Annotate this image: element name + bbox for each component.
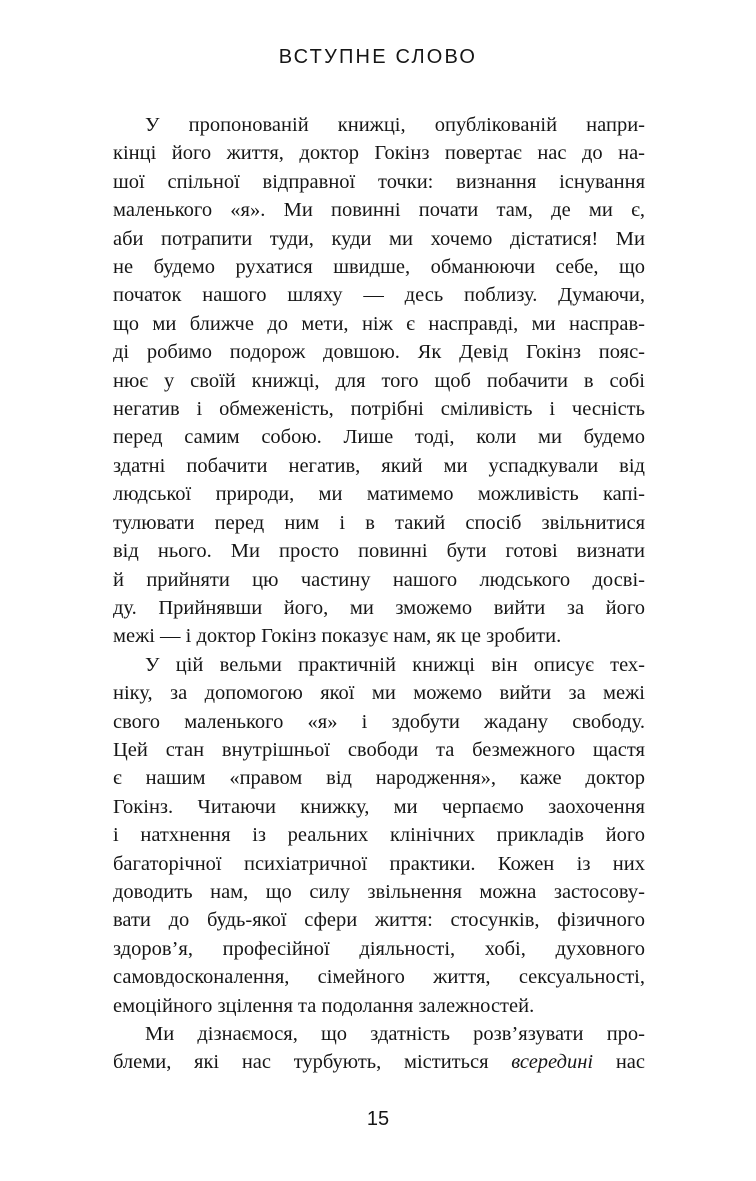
text-line: У цій вельми практичній книжці він описує тех- (145, 653, 645, 676)
italic-text: всередині (511, 1051, 594, 1074)
text-line: емоційного зцілення та подолання залежностей. (113, 994, 535, 1017)
text-line: що ми ближче до мети, ніж є насправді, ми насправ- (113, 312, 645, 335)
text-line: негатив і обмеженість, потрібні сміливість і чесність (113, 398, 645, 421)
page-number: 15 (366, 1108, 390, 1130)
text-line: Ми дізнаємося, що здатність розв’язувати про- (145, 1023, 645, 1045)
text-line: багаторічної психіатричної практики. Кожен із них (113, 852, 645, 875)
text-line: ді робимо подорож довшою. Як Девід Гокінз пояс- (113, 341, 645, 364)
text-line: Гокінз. Читаючи книжку, ми черпаємо заохочення (113, 795, 645, 818)
text-line: шої спільної відправної точки: визнання існування (113, 170, 645, 193)
body-text (113, 111, 645, 1077)
text-line: маленького «я». Ми повинні почати там, де ми є, (113, 199, 645, 222)
text-line: перед самим собою. Лише тоді, коли ми будемо (113, 426, 645, 449)
text-line: кінці його життя, доктор Гокінз повертає нас до на- (113, 142, 645, 165)
text-line: доводить нам, що силу звільнення можна застосову- (113, 880, 645, 903)
text-line: ніку, за допомогою якої ми можемо вийти за межі (113, 682, 645, 705)
paragraph (113, 651, 645, 1020)
text-line: У пропонованій книжці, опублікованій напри- (145, 114, 645, 136)
text-line: тулювати перед ним і в такий спосіб звільнитися (113, 511, 645, 534)
text-line: самовдосконалення, сімейного життя, сексуальності, (113, 966, 645, 989)
text-line: вати до будь-якої сфери життя: стосунків, фізичного (113, 909, 645, 932)
text-line: не будемо рухатися швидше, обманюючи себе, що (113, 256, 645, 279)
text-line: здоров’я, професійної діяльності, хобі, духовного (113, 937, 645, 960)
text-line: людської природи, ми матимемо можливість капі- (113, 483, 645, 506)
text-line: й прийняти цю частину нашого людського досві- (113, 568, 645, 591)
text-line: аби потрапити туди, куди ми хочемо дістатися! Ми (113, 227, 645, 250)
text-line: початок нашого шляху — десь поблизу. Думаючи, (113, 284, 645, 307)
text-line: свого маленького «я» і здобути жадану свободу. (113, 710, 645, 733)
paragraph (113, 111, 645, 651)
text-line: Цей стан внутрішньої свободи та безмежного щастя (113, 738, 645, 761)
text-line: ду. Прийнявши його, ми зможемо вийти за його (113, 596, 645, 619)
chapter-header: ВСТУПНЕ СЛОВО (278, 46, 478, 68)
text-line: межі — і доктор Гокінз показує нам, як це зробити. (113, 625, 562, 648)
text-line: нює у своїй книжці, для того щоб побачити в собі (113, 369, 645, 392)
paragraph (113, 1020, 645, 1077)
text-line: є нашим «правом від народження», каже доктор (113, 767, 645, 790)
text-line: блеми, які нас турбують, міститься всередині нас (113, 1051, 646, 1074)
text-line: здатні побачити негатив, який ми успадкували від (113, 454, 645, 477)
text-line: від нього. Ми просто повинні бути готові визнати (113, 540, 645, 563)
text-line: і натхнення із реальних клінічних прикладів його (113, 824, 645, 847)
